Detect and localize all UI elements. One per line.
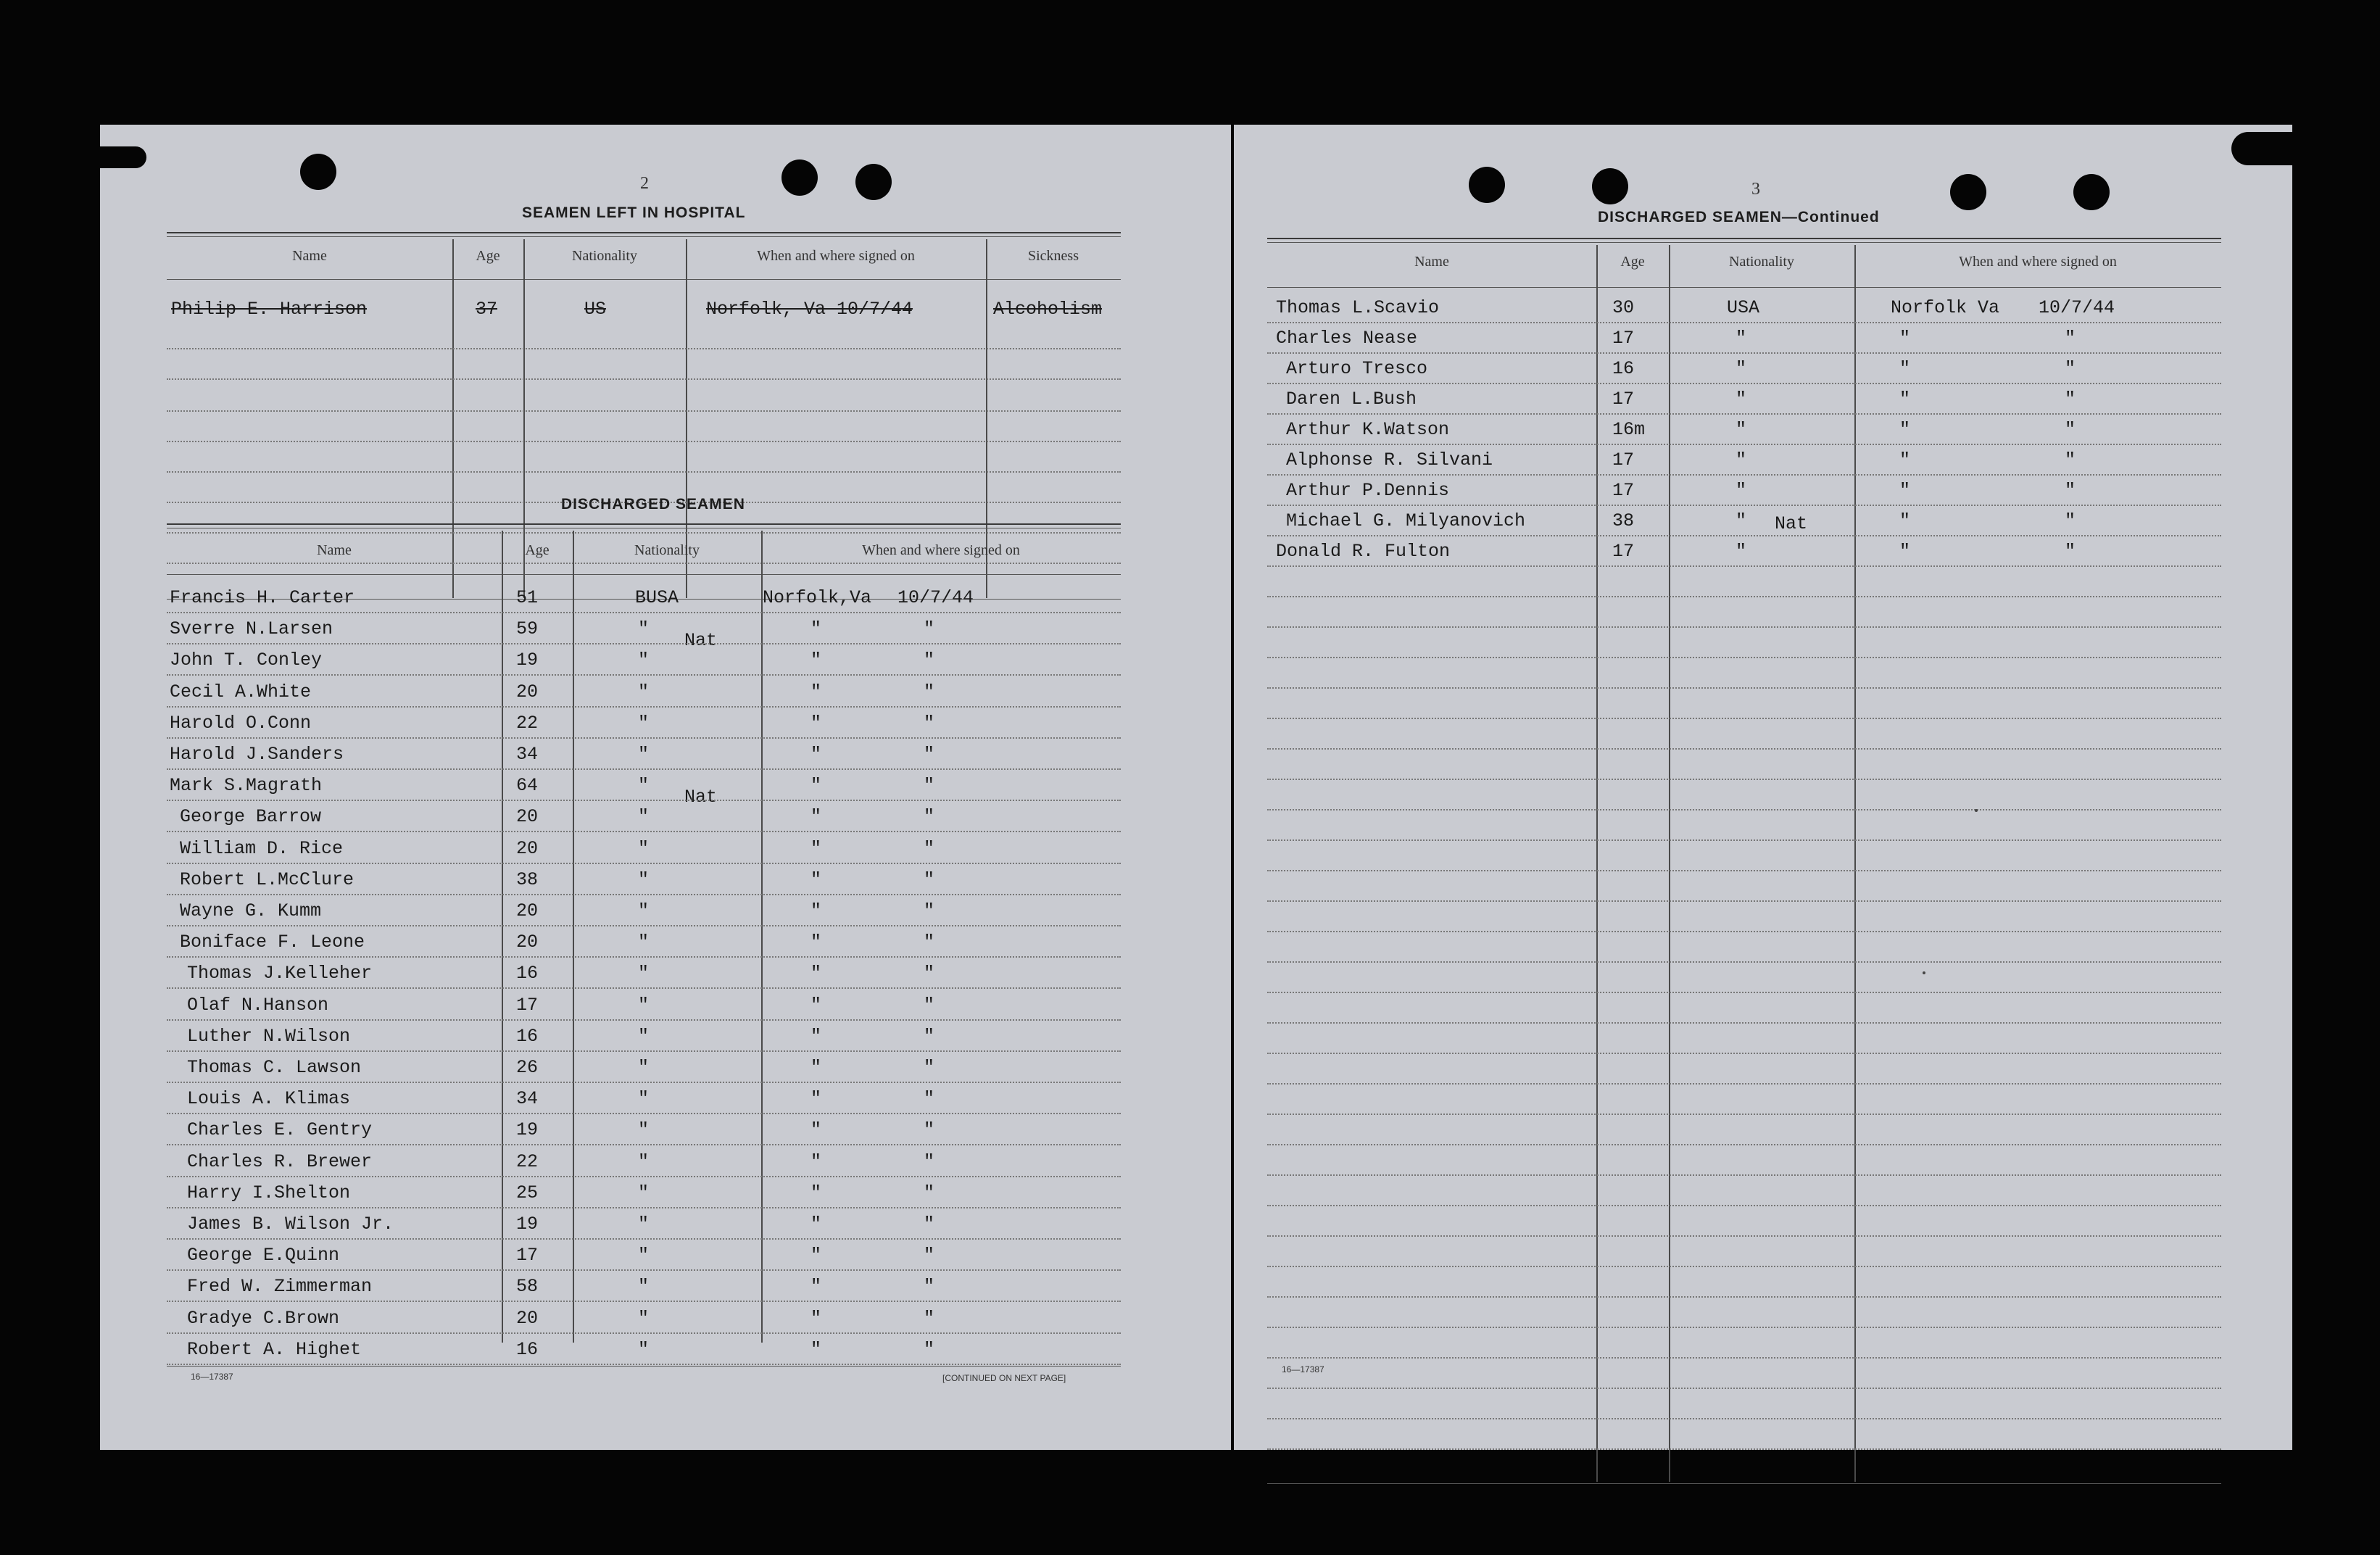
seaman-signed-date: " — [924, 1214, 935, 1235]
seaman-signed-date: " — [924, 806, 935, 827]
ruled-line — [1267, 779, 2221, 780]
ruled-line — [1267, 505, 2221, 506]
seaman-name: Sverre N.Larsen — [170, 618, 333, 639]
ruled-line — [167, 925, 1121, 926]
ruled-line — [1267, 1022, 2221, 1024]
form-number: 16—17387 — [191, 1372, 233, 1382]
ruled-line — [167, 1332, 1121, 1334]
seaman-signed-place: " — [810, 650, 822, 671]
binder-hole — [2073, 174, 2110, 210]
seaman-age: 17 — [1612, 449, 1635, 470]
table-rule — [1267, 238, 2221, 239]
seaman-name: Boniface F. Leone — [180, 932, 365, 953]
ruled-line — [1267, 1174, 2221, 1176]
seaman-age: 34 — [516, 744, 539, 765]
header-name: Name — [317, 542, 352, 558]
ruled-line — [167, 1207, 1121, 1208]
seaman-signed-place: " — [810, 1182, 822, 1203]
seaman-signed-place: " — [810, 1276, 822, 1297]
ruled-line — [1267, 474, 2221, 476]
ruled-line — [1267, 870, 2221, 871]
hospital-nationality: US — [584, 299, 607, 320]
seaman-nationality: " — [638, 932, 650, 953]
seaman-name: Arthur K.Watson — [1286, 419, 1450, 440]
seaman-name: Donald R. Fulton — [1276, 541, 1451, 562]
ruled-line — [1267, 809, 2221, 810]
seaman-name: William D. Rice — [180, 838, 344, 859]
seaman-signed-place: " — [1899, 328, 1911, 349]
seaman-age: 16m — [1612, 419, 1646, 440]
header-nationality: Nationality — [634, 542, 700, 558]
table-rule — [1267, 1483, 2221, 1484]
seaman-signed-date: " — [924, 775, 935, 796]
ruled-line — [167, 378, 1121, 380]
seaman-age: 20 — [516, 932, 539, 953]
ruled-line — [1267, 352, 2221, 354]
seaman-nationality: " — [1736, 510, 1747, 531]
table-rule — [167, 236, 1121, 237]
seaman-nationality: " — [638, 1308, 650, 1329]
header-age: Age — [476, 248, 500, 264]
seaman-nationality: " — [638, 1182, 650, 1203]
seaman-signed-date: " — [2065, 358, 2076, 379]
seaman-name: Daren L.Bush — [1286, 389, 1417, 410]
seaman-signed-date: " — [924, 1057, 935, 1078]
seaman-nationality-note: Nat — [684, 630, 718, 651]
seaman-signed-place: " — [810, 713, 822, 734]
seaman-age: 17 — [1612, 328, 1635, 349]
ruled-line — [167, 441, 1121, 442]
seaman-signed-place: Norfolk Va — [1891, 297, 2000, 318]
seaman-name: Harold O.Conn — [170, 713, 312, 734]
seaman-signed-date: " — [924, 1088, 935, 1109]
ruled-line — [1267, 1296, 2221, 1298]
seaman-nationality: " — [1736, 449, 1747, 470]
seaman-age: 19 — [516, 650, 539, 671]
seaman-name: Charles E. Gentry — [187, 1119, 373, 1140]
page-number: 2 — [640, 174, 649, 193]
seaman-signed-place: " — [810, 681, 822, 702]
ruled-line — [167, 1082, 1121, 1083]
seaman-signed-date: " — [924, 1339, 935, 1360]
column-divider — [761, 531, 763, 1343]
header-age: Age — [525, 542, 550, 558]
seaman-age: 30 — [1612, 297, 1635, 318]
ruled-line — [167, 768, 1121, 770]
seaman-signed-date: " — [924, 1119, 935, 1140]
seaman-nationality: " — [638, 1245, 650, 1266]
table-rule — [167, 574, 1121, 575]
ruled-line — [1267, 900, 2221, 902]
seaman-age: 58 — [516, 1276, 539, 1297]
seaman-name: Wayne G. Kumm — [180, 900, 322, 921]
seaman-signed-date: " — [924, 618, 935, 639]
seaman-signed-place: " — [810, 618, 822, 639]
seaman-signed-place: " — [810, 1308, 822, 1329]
seaman-name: Gradye C.Brown — [187, 1308, 340, 1329]
seaman-signed-date: " — [2065, 419, 2076, 440]
ruled-line — [1267, 322, 2221, 323]
header-signed-on: When and where signed on — [862, 542, 1020, 558]
ruled-line — [1267, 748, 2221, 750]
seaman-signed-place: " — [1899, 358, 1911, 379]
seaman-nationality: " — [1736, 419, 1747, 440]
seaman-name: Louis A. Klimas — [187, 1088, 351, 1109]
discharged-section-title: DISCHARGED SEAMEN — [561, 496, 745, 513]
seaman-age: 16 — [516, 1026, 539, 1047]
header-nationality: Nationality — [1729, 254, 1794, 270]
seaman-age: 20 — [516, 1308, 539, 1329]
seaman-signed-date: 10/7/44 — [2039, 297, 2115, 318]
seaman-nationality: " — [638, 1057, 650, 1078]
ruled-line — [167, 1019, 1121, 1021]
seaman-signed-place: " — [810, 775, 822, 796]
seaman-nationality: " — [638, 744, 650, 765]
seaman-signed-date: " — [924, 1276, 935, 1297]
seaman-name: Mark S.Magrath — [170, 775, 323, 796]
seaman-signed-date: " — [924, 932, 935, 953]
table-rule — [1267, 242, 2221, 243]
seaman-age: 25 — [516, 1182, 539, 1203]
ruled-line — [1267, 444, 2221, 445]
seaman-name: Luther N.Wilson — [187, 1026, 351, 1047]
left-page — [100, 125, 1231, 1450]
ruled-line — [1267, 1388, 2221, 1389]
seaman-age: 22 — [516, 713, 539, 734]
seaman-signed-date: " — [924, 995, 935, 1016]
seaman-signed-date: " — [924, 1182, 935, 1203]
seaman-signed-date: " — [924, 1026, 935, 1047]
seaman-signed-place: " — [810, 838, 822, 859]
seaman-name: Harry I.Shelton — [187, 1182, 351, 1203]
seaman-signed-place: Norfolk,Va — [763, 587, 872, 608]
ruled-line — [1267, 565, 2221, 567]
seaman-nationality: " — [638, 1119, 650, 1140]
seaman-signed-place: " — [1899, 449, 1911, 470]
ruled-line — [167, 1050, 1121, 1052]
ruled-line — [167, 1364, 1121, 1365]
ruled-line — [167, 674, 1121, 676]
ink-speck — [1975, 809, 1978, 812]
seaman-signed-place: " — [810, 900, 822, 921]
seaman-name: Olaf N.Hanson — [187, 995, 329, 1016]
seaman-signed-place: " — [1899, 541, 1911, 562]
seaman-nationality: " — [1736, 541, 1747, 562]
paper-tear — [2231, 132, 2297, 165]
ruled-line — [167, 612, 1121, 613]
seaman-signed-place: " — [810, 869, 822, 890]
ruled-line — [167, 1269, 1121, 1271]
seaman-nationality: " — [638, 900, 650, 921]
seaman-signed-place: " — [810, 1057, 822, 1078]
ruled-line — [1267, 657, 2221, 658]
seaman-signed-place: " — [1899, 389, 1911, 410]
seaman-age: 51 — [516, 587, 539, 608]
ruled-line — [1267, 535, 2221, 536]
seaman-name: James B. Wilson Jr. — [187, 1214, 394, 1235]
seaman-signed-place: " — [810, 1026, 822, 1047]
seaman-name: Fred W. Zimmerman — [187, 1276, 373, 1297]
column-divider — [502, 531, 503, 1343]
seaman-nationality: " — [638, 838, 650, 859]
seaman-nationality-note: Nat — [684, 787, 718, 808]
ink-speck — [1923, 971, 1925, 974]
ruled-line — [167, 1238, 1121, 1240]
seaman-age: 38 — [516, 869, 539, 890]
seaman-signed-date: " — [924, 1245, 935, 1266]
seaman-signed-place: " — [810, 1339, 822, 1360]
seaman-nationality: " — [638, 681, 650, 702]
seaman-signed-date: " — [2065, 480, 2076, 501]
seaman-name: George E.Quinn — [187, 1245, 340, 1266]
ruled-line — [1267, 1053, 2221, 1054]
seaman-age: 20 — [516, 838, 539, 859]
seaman-age: 64 — [516, 775, 539, 796]
header-age: Age — [1620, 254, 1645, 270]
ruled-line — [167, 532, 1121, 534]
seaman-age: 16 — [516, 1339, 539, 1360]
header-name: Name — [1414, 254, 1449, 270]
seaman-signed-date: " — [924, 713, 935, 734]
seaman-nationality: " — [638, 1214, 650, 1235]
seaman-name: Charles R. Brewer — [187, 1151, 373, 1172]
ruled-line — [1267, 1418, 2221, 1419]
seaman-signed-place: " — [810, 1214, 822, 1235]
seaman-signed-place: " — [810, 1119, 822, 1140]
table-rule — [167, 523, 1121, 525]
seaman-name: Arturo Tresco — [1286, 358, 1428, 379]
seaman-signed-place: " — [810, 963, 822, 984]
seaman-name: Michael G. Milyanovich — [1286, 510, 1526, 531]
seaman-age: 16 — [1612, 358, 1635, 379]
seaman-signed-place: " — [810, 1088, 822, 1109]
seaman-signed-place: " — [1899, 480, 1911, 501]
seaman-age: 26 — [516, 1057, 539, 1078]
ruled-line — [167, 410, 1121, 412]
seaman-nationality: " — [1736, 358, 1747, 379]
seaman-nationality: " — [638, 1026, 650, 1047]
ruled-line — [1267, 839, 2221, 841]
seaman-signed-place: " — [810, 1151, 822, 1172]
hospital-age: 37 — [476, 299, 498, 320]
seaman-age: 59 — [516, 618, 539, 639]
seaman-name: Charles Nease — [1276, 328, 1418, 349]
binder-hole — [1592, 168, 1628, 204]
ruled-line — [1267, 626, 2221, 628]
seaman-signed-date: " — [2065, 389, 2076, 410]
seaman-signed-date: " — [2065, 328, 2076, 349]
ruled-line — [167, 1176, 1121, 1177]
seaman-nationality: " — [1736, 328, 1747, 349]
ruled-line — [1267, 961, 2221, 963]
seaman-nationality: " — [638, 775, 650, 796]
ruled-line — [1267, 1205, 2221, 1206]
ruled-line — [1267, 1114, 2221, 1115]
ruled-line — [167, 348, 1121, 349]
ruled-line — [167, 894, 1121, 895]
seaman-age: 34 — [516, 1088, 539, 1109]
seaman-name: George Barrow — [180, 806, 322, 827]
ruled-line — [1267, 687, 2221, 689]
header-signed-on: When and where signed on — [1959, 254, 2117, 270]
ruled-line — [1267, 1083, 2221, 1085]
seaman-signed-date: " — [2065, 449, 2076, 470]
ruled-line — [167, 800, 1121, 801]
seaman-signed-date: " — [924, 838, 935, 859]
ruled-line — [167, 1144, 1121, 1145]
seaman-name: Cecil A.White — [170, 681, 312, 702]
ruled-line — [1267, 383, 2221, 384]
ruled-line — [1267, 718, 2221, 719]
seaman-signed-date: " — [924, 681, 935, 702]
seaman-age: 16 — [516, 963, 539, 984]
seaman-nationality: BUSA — [635, 587, 679, 608]
ruled-line — [1267, 1144, 2221, 1145]
ruled-line — [1267, 1327, 2221, 1328]
seaman-name: Thomas C. Lawson — [187, 1057, 362, 1078]
seaman-signed-place: " — [1899, 419, 1911, 440]
ruled-line — [1267, 1357, 2221, 1359]
hospital-name: Philip E. Harrison — [171, 299, 368, 320]
seaman-age: 17 — [516, 995, 539, 1016]
ruled-line — [167, 737, 1121, 739]
seaman-age: 22 — [516, 1151, 539, 1172]
ruled-line — [1267, 931, 2221, 932]
ruled-line — [167, 471, 1121, 473]
seaman-signed-date: " — [924, 963, 935, 984]
binder-hole — [1950, 174, 1986, 210]
seaman-age: 17 — [1612, 389, 1635, 410]
table-rule — [167, 1366, 1121, 1367]
seaman-age: 19 — [516, 1119, 539, 1140]
ruled-line — [167, 956, 1121, 958]
ruled-line — [167, 987, 1121, 989]
seaman-nationality: " — [638, 995, 650, 1016]
table-rule — [167, 279, 1121, 280]
ruled-line — [1267, 596, 2221, 597]
ruled-line — [1267, 1235, 2221, 1237]
page-number: 3 — [1751, 180, 1760, 199]
seaman-name: John T. Conley — [170, 650, 323, 671]
seaman-nationality: " — [638, 1276, 650, 1297]
ruled-line — [1267, 992, 2221, 993]
ruled-line — [167, 1301, 1121, 1302]
header-sickness: Sickness — [1028, 248, 1079, 264]
ruled-line — [167, 643, 1121, 644]
seaman-age: 20 — [516, 900, 539, 921]
seaman-signed-place: " — [1899, 510, 1911, 531]
seaman-name: Thomas J.Kelleher — [187, 963, 373, 984]
seaman-nationality: " — [638, 650, 650, 671]
seaman-signed-place: " — [810, 806, 822, 827]
seaman-age: 38 — [1612, 510, 1635, 531]
seaman-signed-date: " — [924, 650, 935, 671]
seaman-age: 17 — [516, 1245, 539, 1266]
binder-hole — [1469, 167, 1505, 203]
column-divider — [573, 531, 574, 1343]
seaman-name: Robert A. Highet — [187, 1339, 362, 1360]
seaman-name: Francis H. Carter — [170, 587, 355, 608]
seaman-name: Harold J.Sanders — [170, 744, 344, 765]
ruled-line — [167, 706, 1121, 708]
ruled-line — [167, 831, 1121, 832]
seaman-nationality: " — [638, 713, 650, 734]
hospital-section-title: SEAMEN LEFT IN HOSPITAL — [522, 204, 746, 221]
header-nationality: Nationality — [572, 248, 637, 264]
header-signed-on: When and where signed on — [757, 248, 915, 264]
ruled-line — [167, 1113, 1121, 1114]
seaman-nationality: " — [638, 806, 650, 827]
seaman-nationality: " — [638, 618, 650, 639]
seaman-nationality: " — [638, 869, 650, 890]
right-page — [1234, 125, 2292, 1450]
seaman-age: 19 — [516, 1214, 539, 1235]
seaman-age: 20 — [516, 681, 539, 702]
ruled-line — [167, 563, 1121, 564]
continued-section-title: DISCHARGED SEAMEN—Continued — [1598, 209, 1880, 225]
binder-hole — [855, 164, 892, 200]
form-number: 16—17387 — [1282, 1364, 1324, 1374]
seaman-nationality: " — [638, 1339, 650, 1360]
ruled-line — [1267, 413, 2221, 415]
seaman-signed-date: " — [924, 1151, 935, 1172]
binder-hole — [300, 154, 336, 190]
seaman-signed-date: " — [924, 1308, 935, 1329]
seaman-signed-date: " — [924, 744, 935, 765]
table-rule — [1267, 287, 2221, 288]
seaman-signed-date: " — [2065, 541, 2076, 562]
seaman-nationality: " — [638, 963, 650, 984]
seaman-signed-date: 10/7/44 — [897, 587, 974, 608]
seaman-nationality: " — [1736, 480, 1747, 501]
table-rule — [167, 232, 1121, 233]
seaman-signed-date: " — [2065, 510, 2076, 531]
ruled-line — [1267, 1266, 2221, 1267]
seaman-name: Robert L.McClure — [180, 869, 354, 890]
seaman-name: Arthur P.Dennis — [1286, 480, 1450, 501]
seaman-age: 17 — [1612, 480, 1635, 501]
continued-note: [CONTINUED ON NEXT PAGE] — [942, 1373, 1066, 1383]
seaman-nationality-note: Nat — [1775, 513, 1808, 534]
header-name: Name — [292, 248, 327, 264]
seaman-nationality: USA — [1727, 297, 1760, 318]
seaman-nationality: " — [1736, 389, 1747, 410]
seaman-name: Alphonse R. Silvani — [1286, 449, 1493, 470]
ruled-line — [167, 863, 1121, 864]
ruled-line — [1267, 1448, 2221, 1450]
seaman-signed-date: " — [924, 900, 935, 921]
paper-tear — [96, 146, 146, 168]
seaman-signed-place: " — [810, 744, 822, 765]
hospital-signed-on: Norfolk, Va 10/7/44 — [706, 299, 913, 320]
hospital-sickness: Alcoholism — [993, 299, 1103, 320]
seaman-signed-date: " — [924, 869, 935, 890]
seaman-age: 20 — [516, 806, 539, 827]
seaman-name: Thomas L.Scavio — [1276, 297, 1440, 318]
seaman-nationality: " — [638, 1151, 650, 1172]
binder-hole — [781, 159, 818, 196]
seaman-signed-place: " — [810, 932, 822, 953]
seaman-signed-place: " — [810, 1245, 822, 1266]
seaman-signed-place: " — [810, 995, 822, 1016]
seaman-age: 17 — [1612, 541, 1635, 562]
seaman-nationality: " — [638, 1088, 650, 1109]
